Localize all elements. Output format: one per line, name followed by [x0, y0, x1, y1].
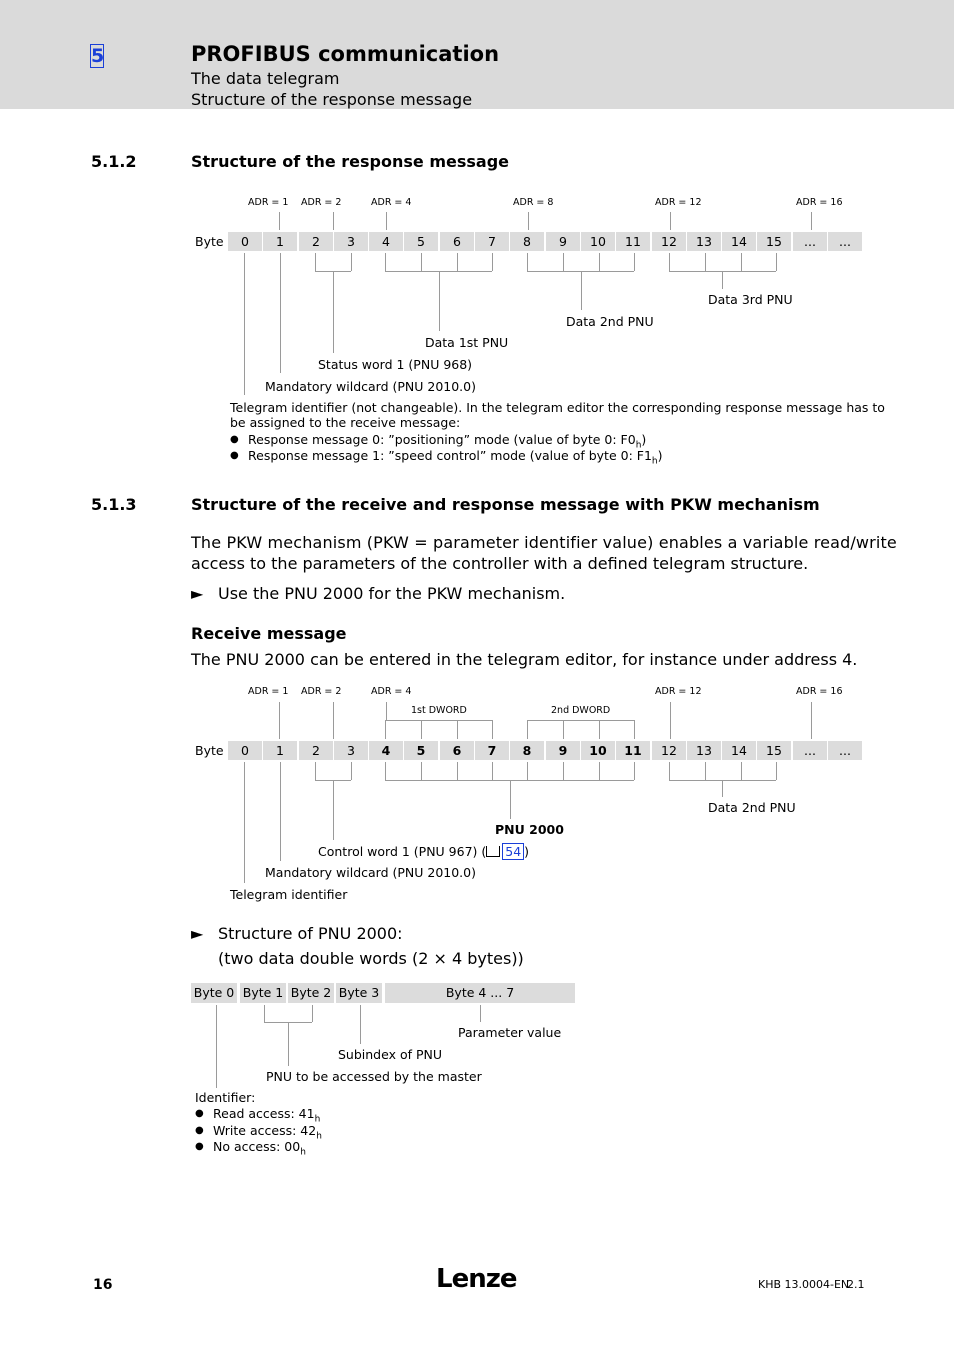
byte-cell: 11	[616, 741, 650, 760]
bullet-icon: ●	[195, 1141, 204, 1152]
connector-line	[599, 762, 600, 780]
connector-line	[351, 253, 352, 271]
byte-cell: 12	[652, 232, 686, 251]
connector-line	[563, 253, 564, 271]
section-number: 5.1.2	[91, 152, 137, 171]
connector-line	[280, 253, 281, 373]
dword-label: 1st DWORD	[411, 705, 467, 716]
byte-cell: 7	[475, 232, 509, 251]
address-label: ADR = 16	[796, 686, 843, 697]
connector-line	[563, 762, 564, 780]
connector-line	[634, 253, 635, 271]
address-label: ADR = 4	[371, 197, 412, 208]
arrow-icon: ►	[191, 584, 204, 603]
byte-cell: 6	[440, 232, 474, 251]
identifier-item-sub: h	[300, 1147, 306, 1158]
instruction-text: Use the PNU 2000 for the PKW mechanism.	[218, 584, 566, 603]
address-label: ADR = 2	[301, 686, 342, 697]
connector-line	[741, 762, 742, 780]
connector-line	[811, 212, 812, 230]
connector-line	[527, 253, 528, 271]
connector-line	[333, 212, 334, 230]
label-control-word	[318, 844, 529, 859]
byte-cell: 12	[652, 741, 686, 760]
control-word-text: Control word 1 (PNU 967) (	[318, 844, 487, 859]
connector-line	[528, 212, 529, 230]
connector-line	[722, 780, 723, 797]
bullet-sub: h	[635, 440, 642, 451]
label-data-1st-pnu: Data 1st PNU	[425, 335, 509, 350]
byte-cell: ...	[793, 741, 827, 760]
connector-line	[492, 253, 493, 271]
connector-line	[776, 762, 777, 780]
address-label: ADR = 12	[655, 197, 702, 208]
connector-line	[351, 762, 352, 780]
connector-line	[439, 271, 440, 331]
byte-cell: 15	[757, 741, 791, 760]
connector-line	[492, 720, 493, 739]
connector-line	[385, 253, 386, 271]
connector-line	[776, 253, 777, 271]
byte-cell: ...	[828, 741, 862, 760]
connector-line	[386, 702, 387, 720]
byte-cell: 13	[687, 741, 721, 760]
label-pnu-2000: PNU 2000	[495, 822, 564, 837]
paragraph-line: The PKW mechanism (PKW = parameter identifier value) enables a variable read/write	[191, 533, 897, 552]
address-label: ADR = 2	[301, 197, 342, 208]
connector-line	[634, 762, 635, 780]
connector-line	[312, 1005, 313, 1022]
byte-cell: 4	[369, 741, 403, 760]
connector-line	[669, 762, 670, 780]
byte-cell: 15	[757, 232, 791, 251]
connector-line	[360, 1005, 361, 1044]
instruction-text: Structure of PNU 2000:	[218, 924, 403, 943]
byte-cell: ...	[828, 232, 862, 251]
pnu-byte-cell: Byte 4 ... 7	[385, 983, 575, 1003]
address-label: ADR = 16	[796, 197, 843, 208]
document-version: 2.1	[847, 1278, 865, 1291]
label-mandatory-wildcard: Mandatory wildcard (PNU 2010.0)	[265, 379, 476, 394]
connector-line	[421, 253, 422, 271]
paragraph-line: The PNU 2000 can be entered in the telegram editor, for instance under address 4.	[191, 650, 858, 669]
section-number: 5.1.3	[91, 495, 137, 514]
label-data-2nd-pnu: Data 2nd PNU	[708, 800, 796, 815]
connector-line	[599, 720, 600, 739]
connector-line	[669, 253, 670, 271]
bullet-icon: ●	[230, 450, 239, 461]
byte-cell: 9	[546, 741, 580, 760]
pnu-byte-cell: Byte 2	[288, 983, 334, 1003]
identifier-item-text: No access: 00	[213, 1139, 301, 1154]
bullet-icon: ●	[195, 1108, 204, 1119]
connector-line	[599, 253, 600, 271]
connector-line	[244, 762, 245, 883]
bullet-text	[248, 448, 663, 467]
book-icon	[486, 846, 500, 857]
identifier-item-text: Write access: 42	[213, 1122, 317, 1138]
connector-line	[333, 271, 334, 353]
connector-line	[527, 720, 634, 721]
address-label: ADR = 12	[655, 686, 702, 697]
byte-row-label: Byte	[195, 234, 224, 249]
page-reference-link[interactable]: 54	[502, 843, 524, 860]
byte-cell: 1	[263, 232, 297, 251]
connector-line	[315, 253, 316, 271]
connector-line	[457, 762, 458, 780]
byte-cell: 4	[369, 232, 403, 251]
connector-line	[315, 762, 316, 780]
address-label: ADR = 1	[248, 686, 289, 697]
connector-line	[385, 720, 492, 721]
bullet-end: )	[657, 448, 663, 463]
bullet-main: Response message 0: ”positioning” mode (value of byte 0: F0	[248, 432, 636, 447]
label-mandatory-wildcard: Mandatory wildcard (PNU 2010.0)	[265, 865, 476, 880]
byte-cell: 8	[510, 741, 544, 760]
identifier-item	[213, 1139, 306, 1158]
byte-cell: 11	[616, 232, 650, 251]
connector-line	[279, 212, 280, 230]
bullet-icon: ●	[195, 1124, 204, 1136]
label-subindex: Subindex of PNU	[338, 1047, 443, 1062]
telegram-identifier-text: Telegram identifier (not changeable). In the telegram editor the corresponding response message has to	[230, 400, 885, 415]
connector-line	[457, 253, 458, 271]
byte-cell: 5	[404, 232, 438, 251]
byte-cell: 1	[263, 741, 297, 760]
byte-cell: 9	[546, 232, 580, 251]
pnu-byte-cell: Byte 3	[336, 983, 382, 1003]
byte-cell: 10	[581, 232, 615, 251]
connector-line	[670, 702, 671, 739]
page-title: PROFIBUS communication	[191, 42, 500, 66]
connector-line	[385, 762, 386, 780]
identifier-item-sub: h	[316, 1131, 322, 1141]
byte-cell: 5	[404, 741, 438, 760]
instruction-text: (two data double words (2 × 4 bytes))	[218, 949, 524, 968]
page-subtitle-2: Structure of the response message	[191, 90, 473, 109]
paragraph-line: access to the parameters of the controller with a defined telegram structure.	[191, 554, 809, 573]
connector-line	[563, 720, 564, 739]
connector-line	[741, 253, 742, 271]
label-parameter-value: Parameter value	[458, 1025, 562, 1040]
address-label: ADR = 4	[371, 686, 412, 697]
byte-cell: 13	[687, 232, 721, 251]
connector-line	[527, 720, 528, 739]
byte-cell: 14	[722, 741, 756, 760]
connector-line	[244, 253, 245, 395]
connector-line	[386, 212, 387, 230]
connector-line	[421, 762, 422, 780]
byte-cell: 0	[228, 232, 262, 251]
arrow-icon: ►	[191, 924, 204, 943]
telegram-identifier-text: be assigned to the receive message:	[230, 415, 461, 430]
page-number: 16	[93, 1277, 113, 1293]
connector-line	[333, 780, 334, 840]
connector-line	[811, 702, 812, 739]
connector-line	[385, 720, 386, 739]
connector-line	[581, 271, 582, 310]
byte-cell: ...	[793, 232, 827, 251]
address-label: ADR = 1	[248, 197, 289, 208]
connector-line	[705, 253, 706, 271]
connector-line	[480, 1005, 481, 1022]
bullet-sub: h	[651, 456, 658, 467]
byte-cell: 0	[228, 741, 262, 760]
byte-cell: 3	[334, 232, 368, 251]
connector-line	[510, 780, 511, 819]
byte-row-label: Byte	[195, 743, 224, 758]
connector-line	[705, 762, 706, 780]
lenze-logo: Lenze	[436, 1264, 517, 1294]
connector-line	[722, 271, 723, 289]
bullet-icon: ●	[230, 434, 239, 445]
byte-cell: 2	[299, 741, 333, 760]
byte-cell: 2	[299, 232, 333, 251]
byte-cell: 8	[510, 232, 544, 251]
connector-line	[333, 702, 334, 739]
bullet-main: Response message 1: ”speed control” mode (value of byte 0: F1	[248, 448, 652, 463]
byte-cell: 10	[581, 741, 615, 760]
label-data-3rd-pnu: Data 3rd PNU	[708, 292, 793, 307]
identifier-item-text: Read access: 41	[213, 1106, 315, 1121]
connector-line	[264, 1005, 265, 1022]
subsection-heading: Receive message	[191, 624, 347, 643]
connector-line	[634, 720, 635, 739]
page-subtitle-1: The data telegram	[191, 69, 340, 88]
label-telegram-identifier: Telegram identifier	[230, 887, 348, 902]
identifier-heading: Identifier:	[195, 1090, 256, 1105]
byte-cell: 3	[334, 741, 368, 760]
section-title: Structure of the response message	[191, 152, 509, 171]
label-data-2nd-pnu: Data 2nd PNU	[566, 314, 654, 329]
chapter-number-link[interactable]: 5	[91, 45, 105, 67]
byte-cell: 7	[475, 741, 509, 760]
dword-label: 2nd DWORD	[551, 705, 611, 716]
connector-line	[527, 762, 528, 780]
control-word-end: )	[524, 844, 530, 859]
connector-line	[216, 1005, 217, 1088]
connector-line	[457, 720, 458, 739]
byte-cell: 14	[722, 232, 756, 251]
identifier-item-sub: h	[314, 1114, 321, 1125]
label-status-word: Status word 1 (PNU 968)	[318, 357, 473, 372]
connector-line	[670, 212, 671, 230]
connector-line	[288, 1022, 289, 1066]
connector-line	[279, 702, 280, 739]
byte-cell: 6	[440, 741, 474, 760]
pnu-byte-cell: Byte 1	[240, 983, 286, 1003]
section-title: Structure of the receive and response message with PKW mechanism	[191, 495, 820, 514]
document-id: KHB 13.0004-EN	[758, 1278, 850, 1291]
address-label: ADR = 8	[513, 197, 554, 208]
connector-line	[280, 762, 281, 861]
connector-line	[492, 762, 493, 780]
label-pnu-access: PNU to be accessed by the master	[266, 1069, 482, 1084]
bullet-end: )	[641, 432, 647, 447]
pnu-byte-cell: Byte 0	[191, 983, 237, 1003]
connector-line	[421, 720, 422, 739]
